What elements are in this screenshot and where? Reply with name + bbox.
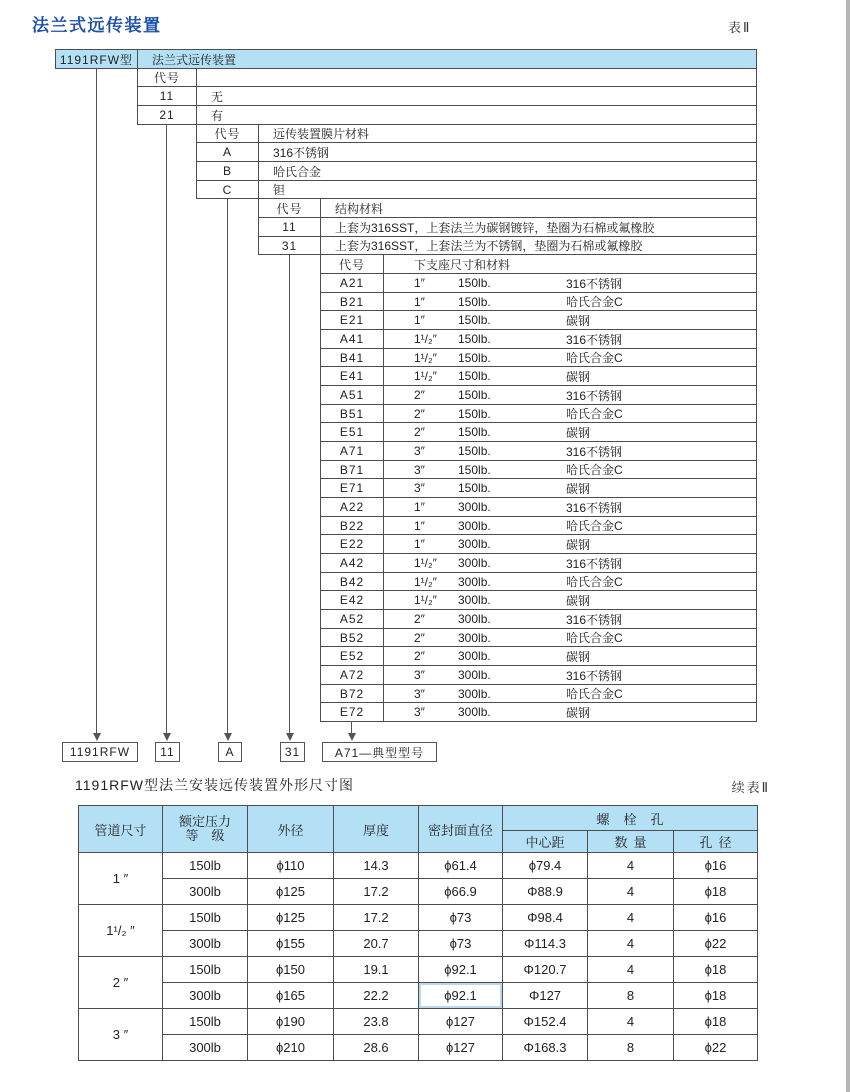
tree-desc-cell: 316不锈钢 [273, 145, 330, 160]
col-header-center-distance: 中心距 [503, 831, 588, 853]
col-header-pipe-size: 管道尺寸 [79, 806, 163, 853]
result-box-typical: A71—典型型号 [322, 742, 437, 762]
dimension-table-row [79, 1009, 758, 1035]
tree-row [320, 385, 757, 405]
tree-row [320, 646, 757, 666]
hole-dia-cell: ϕ18 [674, 1009, 758, 1035]
support-rating: 150lb. [458, 350, 491, 365]
center-distance-cell: Φ88.9 [503, 879, 588, 905]
support-material: 碳钢 [566, 369, 591, 384]
page-title: 法兰式远传装置 [32, 16, 162, 35]
support-size: 3″ [414, 462, 425, 477]
support-rating: 150lb. [458, 425, 491, 439]
tree-row [320, 460, 757, 479]
col-header-pressure-rating: 额定压力 等 级 [163, 806, 248, 853]
dimension-table-row [79, 1035, 758, 1061]
center-distance-cell: Φ114.3 [503, 931, 588, 957]
tree-row [320, 628, 757, 647]
support-material: 316不锈钢 [566, 332, 623, 347]
support-rating: 300lb. [458, 593, 491, 607]
tree-code-cell: E42 [321, 591, 384, 609]
outer-dia-cell: ϕ190 [248, 1009, 334, 1035]
tree-code-cell: 1191RFW型 [56, 50, 138, 68]
tree-row [137, 105, 757, 125]
support-rating: 150lb. [458, 406, 491, 421]
thickness-cell: 28.6 [334, 1035, 419, 1061]
support-rating: 150lb. [458, 369, 491, 383]
outer-dia-cell: ϕ150 [248, 957, 334, 983]
hole-dia-cell: ϕ18 [674, 879, 758, 905]
tree-desc-cell [384, 368, 756, 385]
pressure-rating-cell: 300lb [163, 931, 248, 957]
tree-desc-cell [384, 293, 756, 310]
seal-face-dia-cell: ϕ66.9 [419, 879, 503, 905]
support-material: 碳钢 [566, 649, 591, 664]
tree-code-cell: E51 [321, 423, 384, 441]
tree-code-cell: A [197, 143, 259, 161]
tree-code-cell: B [197, 162, 259, 180]
col-header-outer-dia: 外径 [248, 806, 334, 853]
pressure-rating-cell: 300lb [163, 879, 248, 905]
tree-code-cell: E72 [321, 703, 384, 721]
dimension-table-row [79, 879, 758, 905]
support-rating: 300lb. [458, 686, 491, 701]
hole-dia-cell: ϕ22 [674, 931, 758, 957]
arrow-down-icon [224, 733, 232, 741]
tree-code-cell: 11 [259, 218, 321, 236]
hole-dia-cell: ϕ22 [674, 1035, 758, 1061]
support-rating: 150lb. [458, 444, 491, 458]
support-material: 碳钢 [566, 705, 591, 720]
tree-desc-cell: 无 [211, 89, 224, 104]
tree-row [320, 422, 757, 442]
dimension-diagram-title: 1191RFW型法兰安装远传装置外形尺寸图 [75, 777, 354, 793]
outer-dia-cell: ϕ125 [248, 905, 334, 931]
col-header-seal-face-dia: 密封面直径 [419, 806, 503, 853]
support-rating: 300lb. [458, 630, 491, 645]
support-rating: 300lb. [458, 518, 491, 533]
tree-code-cell: E22 [321, 535, 384, 553]
tree-row [196, 180, 757, 199]
tree-desc-cell [384, 648, 756, 665]
outer-dia-cell: ϕ165 [248, 983, 334, 1009]
tree-code-cell: B52 [321, 629, 384, 646]
hole-dia-cell: ϕ16 [674, 905, 758, 931]
tree-desc-cell: 有 [211, 108, 224, 123]
support-size: 3″ [414, 444, 425, 458]
tree-code-cell: 代号 [197, 125, 259, 142]
tree-code-cell: B72 [321, 685, 384, 702]
tree-code-cell: E41 [321, 367, 384, 385]
tree-row [55, 49, 757, 69]
pressure-rating-cell: 300lb [163, 983, 248, 1009]
tree-desc-cell [384, 667, 756, 684]
pressure-rating-cell: 150lb [163, 1009, 248, 1035]
tree-code-cell: 代号 [259, 199, 321, 217]
support-rating: 150lb. [458, 388, 491, 402]
tree-row [320, 310, 757, 330]
tree-desc-cell [384, 517, 756, 534]
seal-face-dia-cell: ϕ92.1 [419, 957, 503, 983]
tree-row [320, 534, 757, 554]
support-rating: 150lb. [458, 294, 491, 309]
tree-row [258, 217, 757, 237]
tree-code-cell: 31 [259, 237, 321, 254]
bolt-quantity-cell: 4 [588, 1009, 674, 1035]
support-rating: 300lb. [458, 668, 491, 682]
tree-row [320, 366, 757, 386]
center-distance-cell: Φ98.4 [503, 905, 588, 931]
tree-desc-cell [384, 704, 756, 721]
thickness-cell: 17.2 [334, 905, 419, 931]
result-box-model: 1191RFW [62, 742, 138, 762]
tree-row [320, 590, 757, 610]
tree-desc-cell [384, 443, 756, 460]
support-size: 2″ [414, 630, 425, 645]
support-material: 哈氏合金C [566, 351, 623, 365]
thickness-cell: 19.1 [334, 957, 419, 983]
tree-row [320, 572, 757, 591]
dimension-table-row [79, 905, 758, 931]
tree-row [320, 348, 757, 367]
bolt-quantity-cell: 4 [588, 905, 674, 931]
connector-line [227, 199, 228, 733]
arrow-down-icon [348, 733, 356, 741]
support-rating: 300lb. [458, 537, 491, 551]
bolt-quantity-cell: 4 [588, 853, 674, 879]
support-size: 1¹/₂″ [414, 574, 437, 589]
tree-desc-cell [384, 611, 756, 628]
tree-desc-cell [384, 387, 756, 404]
support-size: 2″ [414, 388, 425, 402]
result-box-structure: 31 [280, 742, 305, 762]
support-size: 2″ [414, 425, 425, 439]
tree-row [320, 553, 757, 573]
support-rating: 150lb. [458, 462, 491, 477]
tree-row [320, 404, 757, 423]
tree-desc-cell: 上套为316SST，上套法兰为碳钢镀锌，垫圈为石棉或氟橡胶 [335, 220, 655, 235]
thickness-cell: 20.7 [334, 931, 419, 957]
support-material: 316不锈钢 [566, 668, 623, 683]
seal-face-dia-cell: ϕ73 [419, 931, 503, 957]
tree-desc-cell [384, 480, 756, 497]
support-rating: 300lb. [458, 556, 491, 570]
continued-table-label: 续表Ⅱ [731, 780, 770, 795]
tree-code-cell: 21 [138, 106, 197, 124]
seal-face-dia-cell: ϕ73 [419, 905, 503, 931]
support-rating: 150lb. [458, 332, 491, 346]
tree-desc-cell [384, 573, 756, 590]
dimension-table-row [79, 931, 758, 957]
tree-row [196, 161, 757, 181]
support-rating: 300lb. [458, 500, 491, 514]
tree-desc-cell [384, 461, 756, 478]
dimension-table-header [79, 806, 758, 853]
arrow-down-icon [93, 733, 101, 741]
tree-row [320, 329, 757, 349]
support-rating: 150lb. [458, 481, 491, 495]
pipe-size-cell: 3 ″ [79, 1009, 163, 1061]
support-rating: 300lb. [458, 574, 491, 589]
tree-desc-cell: 上套为316SST，上套法兰为不锈钢，垫圈为石棉或氟橡胶 [335, 239, 643, 253]
connector-line [96, 68, 97, 733]
support-material: 哈氏合金C [566, 463, 623, 477]
tree-desc-cell [384, 592, 756, 609]
center-distance-cell: Φ127 [503, 983, 588, 1009]
support-material: 哈氏合金C [566, 631, 623, 645]
support-material: 哈氏合金C [566, 407, 623, 421]
tree-code-cell: B71 [321, 461, 384, 478]
support-size: 1¹/₂″ [414, 593, 437, 607]
support-size: 3″ [414, 668, 425, 682]
result-box-diaphragm: A [218, 742, 242, 762]
tree-desc-cell: 远传装置膜片材料 [273, 127, 370, 141]
tree-desc-cell [384, 405, 756, 422]
tree-row [258, 236, 757, 255]
tree-row [196, 142, 757, 162]
tree-desc-cell: 哈氏合金 [273, 164, 322, 179]
table-number-label: 表Ⅱ [728, 20, 752, 35]
center-distance-cell: ϕ79.4 [503, 853, 588, 879]
tree-code-cell: 代号 [321, 255, 384, 273]
thickness-cell: 17.2 [334, 879, 419, 905]
support-size: 1¹/₂″ [414, 556, 437, 570]
col-header-quantity: 数量 [588, 831, 674, 853]
tree-code-cell: 11 [138, 87, 197, 105]
support-material: 316不锈钢 [566, 444, 623, 459]
dimension-table-body [79, 853, 758, 1061]
tree-row [320, 684, 757, 703]
tree-code-cell: 代号 [138, 69, 197, 86]
tree-code-cell: A41 [321, 330, 384, 348]
pressure-rating-cell: 150lb [163, 957, 248, 983]
tree-code-cell: A42 [321, 554, 384, 572]
support-size: 2″ [414, 649, 425, 663]
dimension-table [78, 805, 758, 1061]
support-material: 316不锈钢 [566, 556, 623, 571]
tree-desc-cell: 下支座尺寸和材料 [414, 257, 511, 272]
tree-code-cell: A52 [321, 610, 384, 628]
support-material: 316不锈钢 [566, 276, 623, 291]
tree-code-cell: E71 [321, 479, 384, 497]
pipe-size-cell: 1 ″ [79, 853, 163, 905]
tree-row [320, 702, 757, 722]
tree-row [196, 124, 757, 143]
tree-row [137, 86, 757, 106]
tree-row [320, 292, 757, 311]
tree-code-cell: B41 [321, 349, 384, 366]
tree-row [320, 516, 757, 535]
support-rating: 300lb. [458, 649, 491, 663]
pressure-rating-cell: 300lb [163, 1035, 248, 1061]
col-header-hole-dia: 孔径 [674, 831, 758, 853]
connector-line [289, 255, 290, 733]
thickness-cell: 14.3 [334, 853, 419, 879]
pressure-rating-cell: 150lb [163, 853, 248, 879]
support-size: 1¹/₂″ [414, 332, 437, 346]
dimension-table-row [79, 957, 758, 983]
support-material: 316不锈钢 [566, 612, 623, 627]
support-size: 1¹/₂″ [414, 350, 437, 365]
tree-desc-cell [384, 424, 756, 441]
bolt-quantity-cell: 4 [588, 957, 674, 983]
center-distance-cell: Φ168.3 [503, 1035, 588, 1061]
result-box-option: 11 [155, 742, 180, 762]
support-material: 哈氏合金C [566, 687, 623, 701]
tree-code-cell: A71 [321, 442, 384, 460]
tree-desc-cell [384, 629, 756, 646]
seal-face-dia-cell: ϕ127 [419, 1009, 503, 1035]
tree-desc-cell [384, 555, 756, 572]
outer-dia-cell: ϕ125 [248, 879, 334, 905]
tree-desc-cell [384, 685, 756, 702]
pressure-rating-cell: 150lb [163, 905, 248, 931]
hole-dia-cell: ϕ18 [674, 957, 758, 983]
hole-dia-cell: ϕ18 [674, 983, 758, 1009]
bolt-quantity-cell: 4 [588, 931, 674, 957]
tree-code-cell: A22 [321, 498, 384, 516]
tree-desc-cell [384, 275, 756, 292]
tree-code-cell: B21 [321, 293, 384, 310]
bolt-quantity-cell: 4 [588, 879, 674, 905]
tree-desc-cell [384, 331, 756, 348]
seal-face-dia-cell: ϕ61.4 [419, 853, 503, 879]
tree-code-cell: A72 [321, 666, 384, 684]
col-header-bolt-holes: 螺栓孔 [503, 806, 758, 831]
tree-desc-cell [384, 499, 756, 516]
support-rating: 150lb. [458, 276, 491, 290]
seal-face-dia-cell: ϕ92.1 [419, 983, 503, 1009]
support-size: 2″ [414, 612, 425, 626]
support-material: 哈氏合金C [566, 575, 623, 589]
support-size: 1″ [414, 294, 425, 309]
outer-dia-cell: ϕ210 [248, 1035, 334, 1061]
support-size: 3″ [414, 705, 425, 719]
support-material: 哈氏合金C [566, 295, 623, 309]
support-size: 1″ [414, 276, 425, 290]
support-size: 2″ [414, 406, 425, 421]
dimension-table-row [79, 983, 758, 1009]
tree-code-cell: B51 [321, 405, 384, 422]
tree-code-cell: B22 [321, 517, 384, 534]
center-distance-cell: Φ152.4 [503, 1009, 588, 1035]
connector-line [351, 721, 352, 733]
support-size: 3″ [414, 686, 425, 701]
tree-desc-cell: 钽 [273, 183, 286, 197]
support-size: 1″ [414, 500, 425, 514]
tree-desc-cell [384, 536, 756, 553]
dimension-table-row [79, 853, 758, 879]
support-material: 316不锈钢 [566, 500, 623, 515]
outer-dia-cell: ϕ155 [248, 931, 334, 957]
support-size: 1″ [414, 313, 425, 327]
tree-code-cell: A51 [321, 386, 384, 404]
tree-row [320, 665, 757, 685]
support-material: 316不锈钢 [566, 388, 623, 403]
support-size: 1¹/₂″ [414, 369, 437, 383]
outer-dia-cell: ϕ110 [248, 853, 334, 879]
pipe-size-cell: 1¹/₂ ″ [79, 905, 163, 957]
tree-code-cell: A21 [321, 274, 384, 292]
support-material: 碳钢 [566, 425, 591, 440]
bolt-quantity-cell: 8 [588, 1035, 674, 1061]
support-material: 碳钢 [566, 313, 591, 328]
tree-row [320, 609, 757, 629]
tree-desc-cell [384, 349, 756, 366]
tree-row [320, 478, 757, 498]
support-material: 哈氏合金C [566, 519, 623, 533]
support-rating: 150lb. [458, 313, 491, 327]
tree-code-cell: E21 [321, 311, 384, 329]
tree-code-cell: E52 [321, 647, 384, 665]
support-size: 1″ [414, 518, 425, 533]
tree-code-cell: B42 [321, 573, 384, 590]
support-material: 碳钢 [566, 593, 591, 608]
tree-desc-cell: 法兰式远传装置 [152, 52, 237, 67]
tree-row [137, 68, 757, 87]
center-distance-cell: Φ120.7 [503, 957, 588, 983]
support-material: 碳钢 [566, 481, 591, 496]
support-material: 碳钢 [566, 537, 591, 552]
tree-desc-cell: 结构材料 [335, 201, 384, 216]
support-size: 3″ [414, 481, 425, 495]
tree-row [320, 441, 757, 461]
support-size: 1″ [414, 537, 425, 551]
thickness-cell: 22.2 [334, 983, 419, 1009]
tree-desc-cell [384, 312, 756, 329]
support-rating: 300lb. [458, 612, 491, 626]
tree-row [320, 497, 757, 517]
pipe-size-cell: 2 ″ [79, 957, 163, 1009]
support-rating: 300lb. [458, 705, 491, 719]
tree-row [320, 273, 757, 293]
tree-code-cell: C [197, 181, 259, 198]
arrow-down-icon [163, 733, 171, 741]
seal-face-dia-cell: ϕ127 [419, 1035, 503, 1061]
tree-row [320, 254, 757, 274]
bolt-quantity-cell: 8 [588, 983, 674, 1009]
col-header-thickness: 厚度 [334, 806, 419, 853]
hole-dia-cell: ϕ16 [674, 853, 758, 879]
thickness-cell: 23.8 [334, 1009, 419, 1035]
tree-row [258, 198, 757, 218]
arrow-down-icon [286, 733, 294, 741]
connector-line [166, 124, 167, 733]
